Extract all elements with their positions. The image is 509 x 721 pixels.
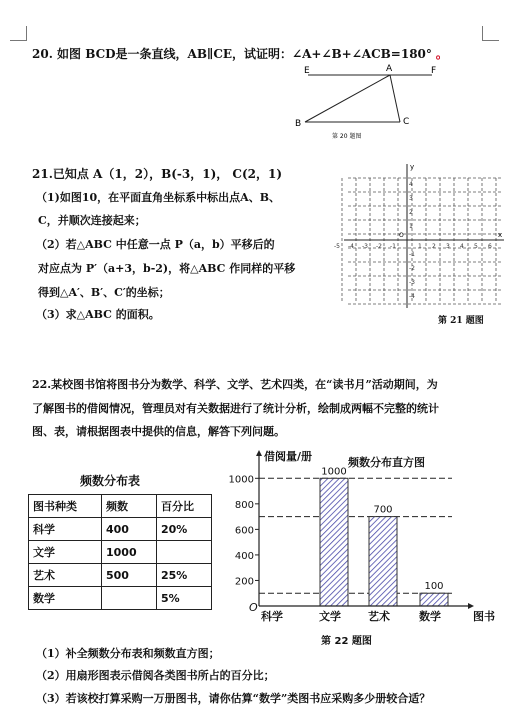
table-cell: 科学	[29, 518, 102, 541]
origin-label: O	[399, 232, 404, 239]
chart-origin-label: O	[249, 601, 258, 614]
table-cell: 400	[102, 518, 157, 541]
table-cell	[102, 587, 157, 610]
table-cell: 25%	[157, 564, 212, 587]
y-tick-label: 800	[234, 499, 254, 511]
y-tick-label: 1	[409, 223, 413, 230]
q22-sub2: （2）用扇形图表示借阅各类图书所占的百分比；	[36, 669, 275, 682]
x-tick-label: -4	[348, 243, 354, 250]
table-header: 频数	[102, 495, 157, 518]
q21-line5: 对应点为 P′（a+3，b-2)，将△ABC 作同样的平移	[38, 262, 296, 275]
bar-2	[320, 478, 348, 606]
q22-sub3: （3）若该校打算采购一万册图书，请你估算“数学”类图书应采购多少册较合适？	[36, 692, 431, 705]
q20-figure	[290, 60, 450, 142]
freq-table-title: 频数分布表	[80, 474, 141, 488]
x-tick-label: -1	[390, 243, 396, 250]
crop-mark-top-right	[482, 26, 499, 41]
q22-sub1: （1）补全频数分布表和频数直方图；	[36, 647, 220, 660]
bar-4	[420, 593, 448, 606]
y-tick-label: -2	[409, 265, 415, 272]
bar-data-label: 100	[424, 581, 444, 593]
q20-caption: 第 20 题图	[332, 133, 362, 140]
table-row	[29, 564, 212, 587]
x-category-label: 文学	[319, 610, 341, 623]
bar-data-label: 700	[373, 504, 393, 516]
table-header: 图书种类	[29, 495, 102, 518]
segment-ab	[305, 75, 390, 122]
q20-red-mark: 。	[435, 47, 448, 61]
y-tick-label: 1000	[228, 474, 254, 486]
q21-line2: （1)如图10，在平面直角坐标系中标出点A、B、	[36, 191, 280, 204]
q21-line3: C，并顺次连接起来；	[38, 214, 146, 227]
y-tick-label: 600	[234, 525, 254, 537]
q21-grid-caption: 第 21 题图	[438, 316, 484, 326]
x-tick-label: 3	[446, 243, 450, 250]
table-row	[29, 518, 212, 541]
label-b: B	[295, 119, 302, 129]
y-tick-label: 3	[409, 195, 413, 202]
y-tick-label: -4	[409, 293, 415, 300]
q22-caption: 第 22 题图	[321, 636, 372, 647]
chart-y-axis-title: 借阅量/册	[264, 450, 313, 463]
q21-line1: 21.已知点 A（1，2），B(-3，1)， C(2，1)	[32, 167, 283, 181]
x-category-label: 科学	[261, 610, 283, 623]
table-cell: 1000	[102, 541, 157, 564]
frequency-table	[28, 494, 212, 610]
label-f: F	[431, 66, 437, 76]
q21-line6: 得到△A′、B′、C′的坐标；	[38, 286, 170, 299]
histogram-chart	[222, 448, 500, 630]
table-header: 百分比	[157, 495, 212, 518]
x-tick-label: -5	[334, 243, 340, 250]
table-header-row	[29, 495, 212, 518]
label-a: A	[386, 64, 393, 74]
x-category-label: 艺术	[368, 610, 390, 623]
label-e: E	[304, 66, 310, 76]
label-c: C	[403, 117, 410, 127]
x-category-label: 数学	[419, 610, 441, 623]
q20-text: 20. 如图 BCD是一条直线，AB∥CE，试证明：∠A+∠B+∠ACB=180°	[32, 47, 432, 61]
y-tick-label: 200	[234, 576, 254, 588]
x-tick-label: -3	[362, 243, 368, 250]
x-tick-label: 4	[460, 243, 464, 250]
x-axis-arrow-icon	[468, 603, 474, 609]
x-axis-title: 图书	[473, 610, 495, 623]
q21-line4: （2）若△ABC 中任意一点 P（a，b）平移后的	[36, 238, 275, 251]
y-tick-label: 400	[234, 550, 254, 562]
x-axis-label: x	[498, 231, 503, 239]
q21-line7: （3）求△ABC 的面积。	[36, 308, 160, 321]
y-tick-label: -3	[409, 279, 415, 286]
y-tick-label: 4	[409, 181, 413, 188]
x-tick-label: 5	[474, 243, 478, 250]
table-cell: 艺术	[29, 564, 102, 587]
x-tick-label: 2	[432, 243, 436, 250]
bar-3	[369, 517, 397, 606]
x-tick-label: -2	[376, 243, 382, 250]
x-tick-label: 6	[488, 243, 492, 250]
y-tick-label: 2	[409, 209, 413, 216]
table-row	[29, 587, 212, 610]
table-cell: 20%	[157, 518, 212, 541]
y-axis-arrow-icon	[256, 450, 262, 456]
x-tick-label: 1	[418, 243, 422, 250]
q22-line3: 图、表，请根据图表中提供的信息，解答下列问题。	[32, 425, 285, 438]
grid-lines	[342, 178, 502, 304]
chart-guides	[259, 478, 452, 593]
chart-ticks	[229, 474, 259, 614]
table-cell: 5%	[157, 587, 212, 610]
table-cell: 文学	[29, 541, 102, 564]
crop-mark-top-left	[10, 26, 27, 41]
q22-line1: 22.某校图书馆将图书分为数学、科学、文学、艺术四类，在“读书月”活动期间，为	[32, 378, 438, 391]
table-row	[29, 541, 212, 564]
y-tick-label: -1	[409, 251, 415, 258]
segment-ac	[390, 75, 400, 122]
bar-data-label: 1000	[321, 466, 347, 478]
coordinate-grid	[334, 160, 505, 310]
chart-title: 频数分布直方图	[348, 456, 425, 469]
q22-line2: 了解图书的借阅情况，管理员对有关数据进行了统计分析，绘制成两幅不完整的统计	[32, 402, 439, 415]
table-cell: 500	[102, 564, 157, 587]
table-cell	[157, 541, 212, 564]
y-axis-label: y	[410, 163, 415, 171]
table-cell: 数学	[29, 587, 102, 610]
